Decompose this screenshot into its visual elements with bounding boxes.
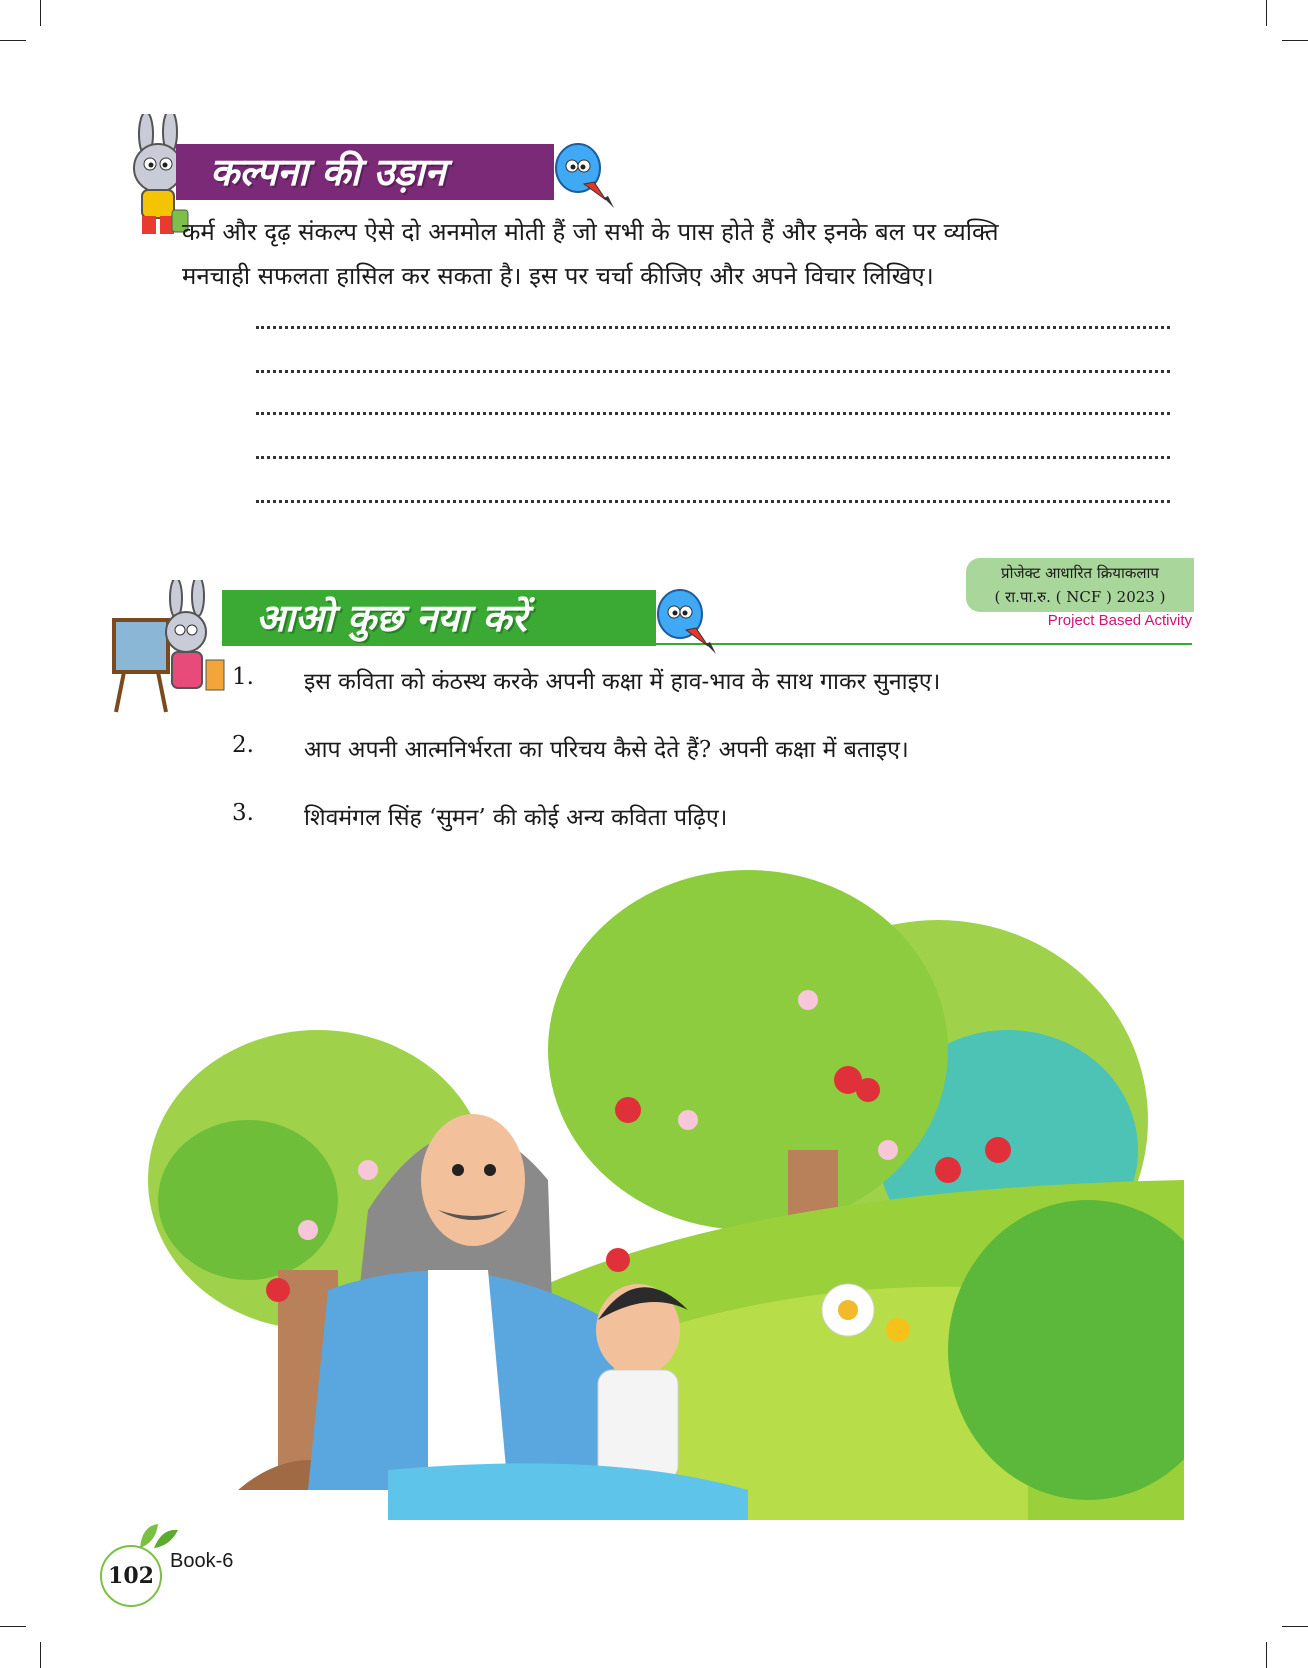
section-title-kalpana: कल्पना की उड़ान — [176, 144, 554, 200]
crop-mark — [40, 1642, 41, 1668]
section1-paragraph-line2: मनचाही सफलता हासिल कर सकता है। इस पर चर्चा कीजिए और अपने विचार लिखिए। — [182, 262, 934, 290]
crop-mark — [0, 40, 26, 41]
project-badge-hindi-line1: प्रोजेक्ट आधारित क्रियाकलाप — [1001, 564, 1159, 582]
section1-paragraph-line1: कर्म और दृढ़ संकल्प ऐसे दो अनमोल मोती हैं जो सभी के पास होते हैं और इनके बल पर व्यक्ति — [182, 218, 999, 246]
activity-item-text: शिवमंगल सिंह ‘सुमन’ की कोई अन्य कविता पढ़िए। — [304, 805, 728, 831]
leaf-icon — [136, 1520, 180, 1550]
answer-line[interactable] — [256, 412, 1170, 415]
crop-mark — [40, 0, 41, 26]
crop-mark — [0, 1626, 26, 1627]
answer-line[interactable] — [256, 500, 1170, 503]
project-badge — [966, 558, 1194, 612]
page-number: 102 — [100, 1545, 162, 1607]
book-label: Book-6 — [170, 1550, 234, 1572]
answer-line[interactable] — [256, 456, 1170, 459]
pencil-mascot-icon — [650, 584, 720, 656]
activity-item-number: 3. — [232, 800, 254, 826]
forest-illustration — [128, 850, 1184, 1520]
crop-mark — [1282, 40, 1308, 41]
pencil-mascot-icon — [548, 138, 618, 210]
project-badge-hindi-line2: ( रा.पा.रु. ( NCF ) 2023 ) — [994, 588, 1166, 606]
activity-item-number: 2. — [232, 732, 254, 758]
section-title-aao-kuch-naya: आओ कुछ नया करें — [222, 590, 656, 646]
crop-mark — [1266, 0, 1267, 26]
answer-line[interactable] — [256, 370, 1170, 373]
activity-item-text: आप अपनी आत्मनिर्भरता का परिचय कैसे देते हैं? अपनी कक्षा में बताइए। — [304, 737, 909, 763]
activity-item-number: 1. — [232, 664, 254, 690]
project-badge-english: Project Based Activity — [1047, 612, 1192, 629]
crop-mark — [1282, 1626, 1308, 1627]
answer-line[interactable] — [256, 326, 1170, 329]
rabbit-painter-icon — [110, 580, 230, 720]
activity-item-text: इस कविता को कंठस्थ करके अपनी कक्षा में हाव-भाव के साथ गाकर सुनाइए। — [304, 669, 941, 695]
crop-mark — [1266, 1642, 1267, 1668]
